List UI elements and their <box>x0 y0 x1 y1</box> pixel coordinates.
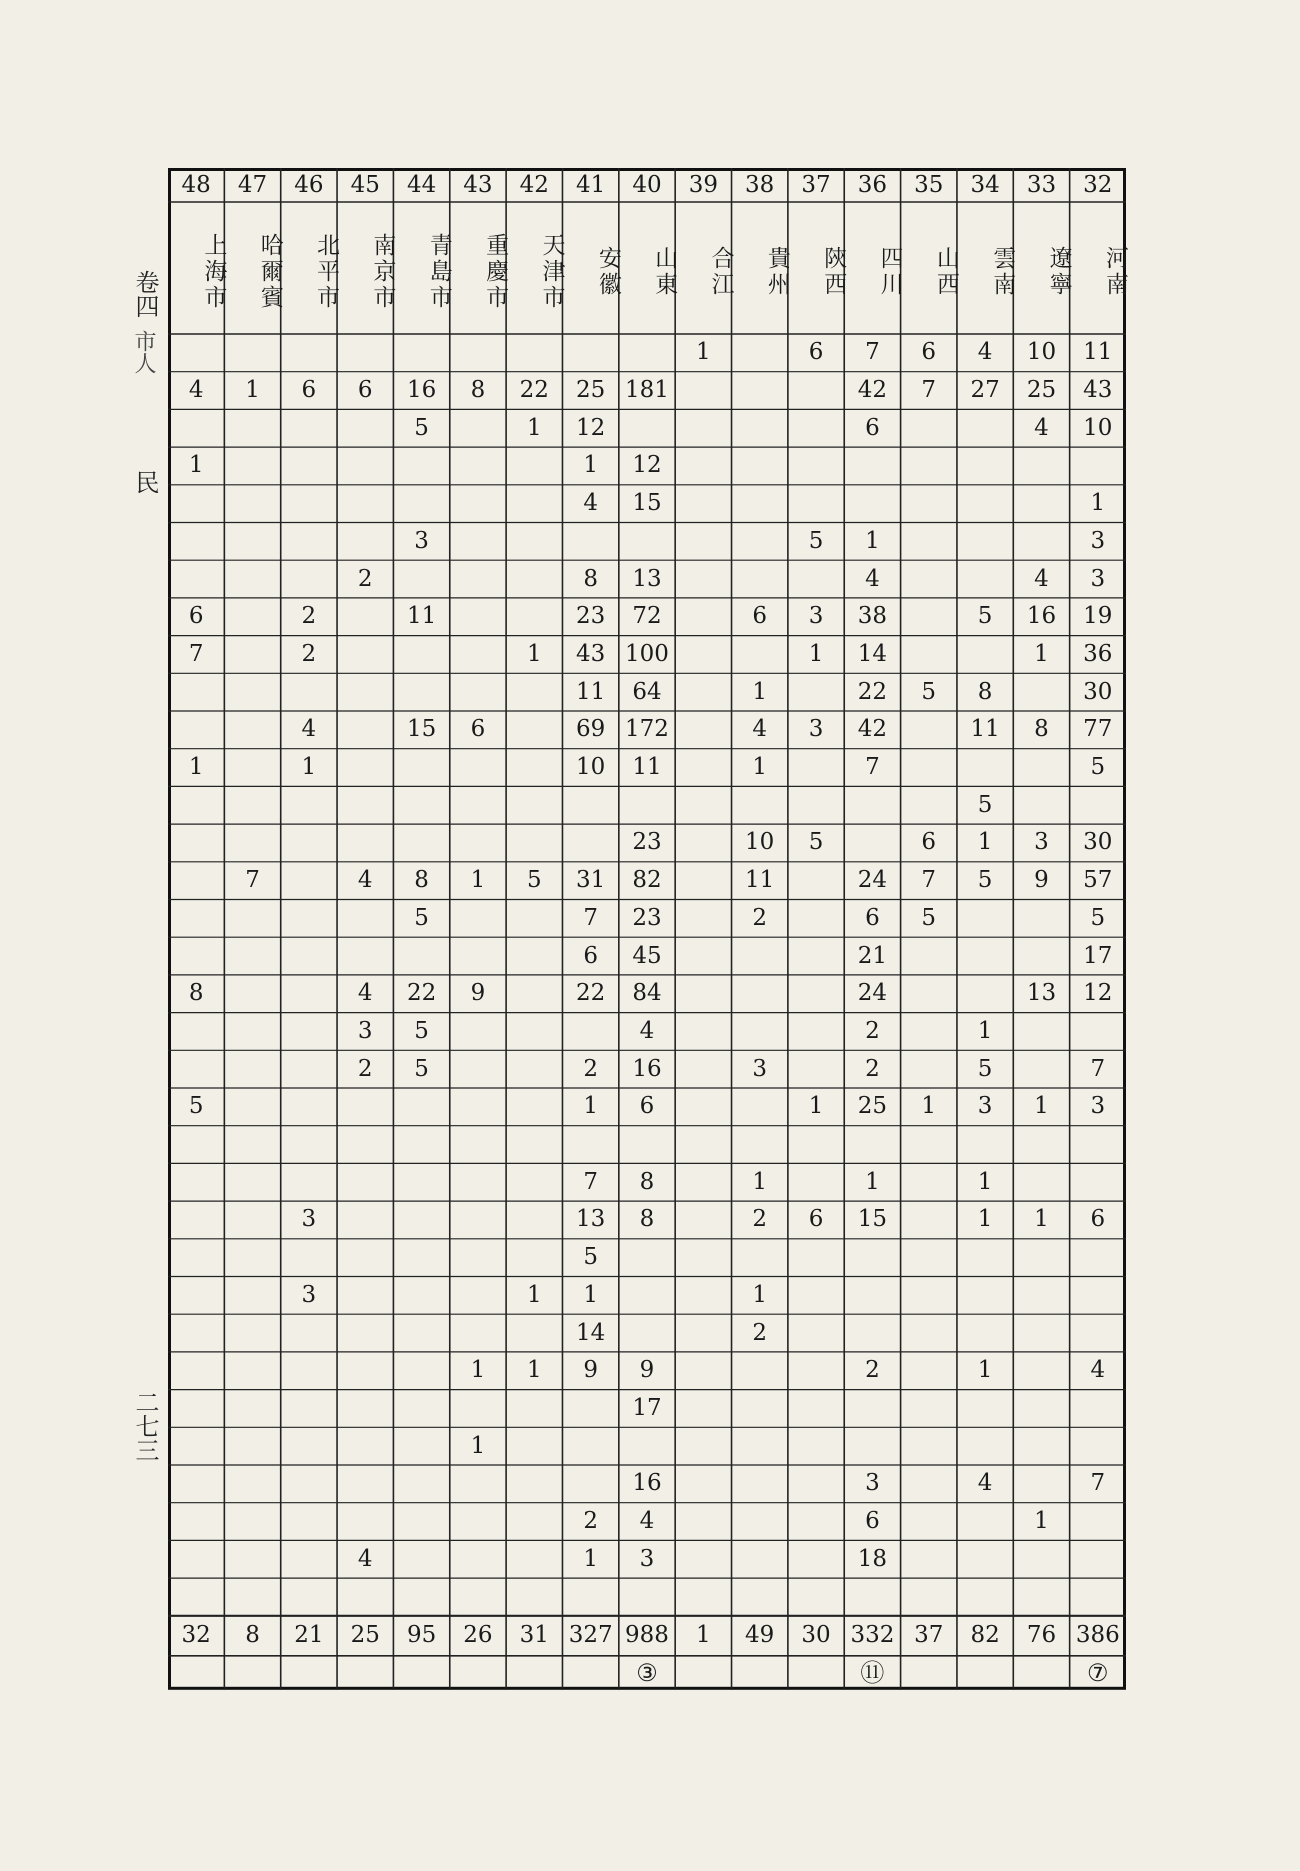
table-cell: 25 <box>857 1093 888 1120</box>
table-cell: 23 <box>576 603 606 630</box>
table-cell: 6 <box>865 1508 880 1535</box>
table-cell: 2 <box>865 1357 880 1384</box>
table-cell: 6 <box>188 603 204 630</box>
table-cell: 12 <box>632 452 662 479</box>
table-cell: 1 <box>1034 1093 1049 1120</box>
table-cell: 1 <box>1034 1508 1049 1535</box>
table-cell: 4 <box>639 1017 655 1044</box>
table-cell: 23 <box>632 829 662 856</box>
table-cell: 22 <box>519 377 549 404</box>
table-cell: 23 <box>632 904 662 931</box>
table-cell: 18 <box>857 1545 888 1572</box>
table-cell: 9 <box>639 1357 655 1384</box>
total-cell: 332 <box>850 1622 895 1649</box>
table-cell: 17 <box>1083 942 1113 969</box>
column-region-name: 南京市 <box>369 233 396 311</box>
table-cell: 1 <box>977 1168 993 1195</box>
table-cell: 4 <box>1034 565 1049 592</box>
table-cells <box>168 168 1126 1716</box>
table-cell: 6 <box>808 1206 824 1233</box>
table-cell: 4 <box>752 716 767 743</box>
table-cell: 6 <box>639 1093 655 1120</box>
table-cell: 5 <box>921 678 937 705</box>
column-number: 32 <box>1083 171 1113 198</box>
table-cell: 3 <box>752 1055 767 1082</box>
table-cell: 2 <box>865 1055 880 1082</box>
table-cell: 15 <box>406 716 437 743</box>
table-cell: 7 <box>188 640 204 667</box>
table-cell: 16 <box>1026 603 1057 630</box>
table-cell: 100 <box>625 640 669 667</box>
column-region-name: 四川 <box>876 246 903 298</box>
table-cell: 6 <box>808 339 824 366</box>
table-cell: 2 <box>752 1206 767 1233</box>
column-number: 38 <box>745 171 775 198</box>
table-cell: 24 <box>857 980 888 1007</box>
table-cell: 12 <box>1083 980 1113 1007</box>
column-number: 42 <box>519 171 549 198</box>
table-cell: 11 <box>970 716 1000 743</box>
column-region-name: 山東 <box>651 246 678 298</box>
column-number: 33 <box>1026 171 1057 198</box>
table-cell: 17 <box>632 1394 662 1421</box>
column-number: 37 <box>801 171 831 198</box>
table-cell: 5 <box>1090 904 1106 931</box>
table-cell: 5 <box>808 829 824 856</box>
table-cell: 6 <box>921 339 937 366</box>
table-cell: 5 <box>808 527 824 554</box>
table-cell: 1 <box>188 452 204 479</box>
table-cell: 5 <box>977 867 993 894</box>
column-region-name: 北平市 <box>313 233 340 311</box>
column-region-name: 哈爾賓 <box>256 233 283 311</box>
table-cell: 11 <box>632 754 662 781</box>
total-cell: 31 <box>519 1622 549 1649</box>
table-cell: 9 <box>470 980 486 1007</box>
table-cell: 1 <box>865 527 880 554</box>
table-cell: 6 <box>921 829 937 856</box>
column-region-name: 重慶市 <box>482 233 509 311</box>
column-number: 40 <box>632 171 662 198</box>
table-cell: 1 <box>583 1281 598 1308</box>
table-cell: 2 <box>357 565 373 592</box>
table-cell: 2 <box>583 1508 598 1535</box>
total-cell: 82 <box>970 1622 1000 1649</box>
table-cell: 82 <box>632 867 662 894</box>
table-cell: 1 <box>470 1357 486 1384</box>
table-cell: 1 <box>1034 1206 1049 1233</box>
table-cell: 6 <box>865 904 880 931</box>
table-cell: 42 <box>857 716 888 743</box>
total-cell: 49 <box>745 1622 775 1649</box>
table-cell: 3 <box>808 603 824 630</box>
column-number: 35 <box>914 171 944 198</box>
table-cell: 1 <box>583 1545 598 1572</box>
table-cell: 4 <box>1090 1357 1106 1384</box>
table-cell: 77 <box>1083 716 1113 743</box>
table-cell: 13 <box>576 1206 606 1233</box>
table-cell: 1 <box>865 1168 880 1195</box>
table-cell: 8 <box>639 1206 655 1233</box>
total-cell: 95 <box>406 1622 437 1649</box>
column-number: 34 <box>970 171 1000 198</box>
table-cell: 1 <box>752 678 767 705</box>
table-cell: 5 <box>414 414 429 441</box>
table-cell: 2 <box>865 1017 880 1044</box>
statistics-table <box>168 168 1126 1716</box>
column-number: 43 <box>463 171 493 198</box>
table-cell: 11 <box>1083 339 1113 366</box>
footnote-marker: ⑪ <box>860 1658 885 1687</box>
table-cell: 1 <box>977 829 993 856</box>
table-cell: 2 <box>357 1055 373 1082</box>
table-cell: 1 <box>921 1093 937 1120</box>
table-cell: 7 <box>245 867 260 894</box>
total-cell: 988 <box>625 1622 669 1649</box>
table-cell: 3 <box>977 1093 993 1120</box>
table-cell: 69 <box>576 716 606 743</box>
column-region-name: 上海市 <box>200 233 227 311</box>
table-cell: 4 <box>977 1470 993 1497</box>
table-cell: 6 <box>470 716 486 743</box>
table-cell: 181 <box>625 377 669 404</box>
total-cell: 1 <box>696 1622 711 1649</box>
table-cell: 3 <box>301 1206 317 1233</box>
total-cell: 37 <box>914 1622 944 1649</box>
table-cell: 16 <box>406 377 437 404</box>
table-cell: 8 <box>470 377 486 404</box>
table-cell: 6 <box>752 603 767 630</box>
table-cell: 1 <box>977 1206 993 1233</box>
column-number: 46 <box>294 171 324 198</box>
table-cell: 5 <box>977 1055 993 1082</box>
table-cell: 43 <box>1083 377 1113 404</box>
table-cell: 13 <box>1026 980 1057 1007</box>
table-cell: 9 <box>1034 867 1049 894</box>
total-cell: 26 <box>463 1622 493 1649</box>
table-cell: 21 <box>857 942 888 969</box>
table-cell: 8 <box>414 867 429 894</box>
table-cell: 4 <box>301 716 317 743</box>
column-region-name: 陝西 <box>820 246 847 298</box>
table-cell: 1 <box>752 1168 767 1195</box>
table-cell: 3 <box>1090 527 1106 554</box>
table-cell: 6 <box>301 377 317 404</box>
table-cell: 3 <box>865 1470 880 1497</box>
table-cell: 1 <box>752 1281 767 1308</box>
table-cell: 30 <box>1083 678 1113 705</box>
table-cell: 1 <box>301 754 317 781</box>
table-cell: 1 <box>526 1281 542 1308</box>
column-region-name: 雲南 <box>989 246 1016 298</box>
table-cell: 4 <box>865 565 880 592</box>
table-cell: 22 <box>406 980 437 1007</box>
table-cell: 84 <box>632 980 662 1007</box>
table-cell: 1 <box>526 414 542 441</box>
table-cell: 19 <box>1083 603 1113 630</box>
column-number: 36 <box>857 171 888 198</box>
table-cell: 4 <box>1034 414 1049 441</box>
table-cell: 42 <box>857 377 888 404</box>
table-cell: 7 <box>865 754 880 781</box>
table-cell: 8 <box>639 1168 655 1195</box>
table-cell: 2 <box>583 1055 598 1082</box>
table-cell: 10 <box>1083 414 1113 441</box>
table-cell: 31 <box>576 867 606 894</box>
table-cell: 25 <box>1026 377 1057 404</box>
table-cell: 4 <box>357 1545 373 1572</box>
table-cell: 14 <box>576 1319 606 1346</box>
table-cell: 4 <box>583 490 598 517</box>
table-cell: 36 <box>1083 640 1113 667</box>
total-cell: 32 <box>181 1622 211 1649</box>
column-number: 41 <box>576 171 606 198</box>
table-cell: 5 <box>188 1093 204 1120</box>
table-cell: 8 <box>583 565 598 592</box>
table-cell: 4 <box>188 377 204 404</box>
table-cell: 16 <box>632 1055 662 1082</box>
table-cell: 2 <box>301 603 317 630</box>
table-cell: 6 <box>865 414 880 441</box>
column-number: 44 <box>406 171 437 198</box>
table-cell: 9 <box>583 1357 598 1384</box>
table-cell: 6 <box>1090 1206 1106 1233</box>
table-cell: 10 <box>745 829 775 856</box>
table-cell: 22 <box>857 678 888 705</box>
column-number: 39 <box>688 171 718 198</box>
total-cell: 386 <box>1075 1622 1120 1649</box>
table-cell: 4 <box>639 1508 655 1535</box>
column-region-name: 山西 <box>932 246 959 298</box>
table-cell: 5 <box>414 1017 429 1044</box>
table-cell: 43 <box>576 640 606 667</box>
section-label: 民 <box>131 470 159 494</box>
table-cell: 25 <box>576 377 606 404</box>
table-cell: 8 <box>1034 716 1049 743</box>
table-cell: 57 <box>1083 867 1113 894</box>
table-cell: 5 <box>1090 754 1106 781</box>
column-region-name: 合江 <box>707 246 734 298</box>
table-cell: 3 <box>1090 1093 1106 1120</box>
table-cell: 1 <box>977 1357 993 1384</box>
table-cell: 10 <box>1026 339 1057 366</box>
column-region-name: 青島市 <box>425 233 452 311</box>
table-cell: 2 <box>752 1319 767 1346</box>
footnote-marker: ③ <box>636 1658 658 1687</box>
total-cell: 25 <box>350 1622 380 1649</box>
table-cell: 3 <box>639 1545 655 1572</box>
table-cell: 38 <box>857 603 888 630</box>
table-cell: 7 <box>583 1168 598 1195</box>
column-number: 48 <box>181 171 211 198</box>
table-cell: 11 <box>576 678 606 705</box>
table-cell: 4 <box>357 867 373 894</box>
table-cell: 3 <box>414 527 429 554</box>
table-cell: 1 <box>808 640 824 667</box>
table-cell: 1 <box>188 754 204 781</box>
volume-note: 市人 <box>131 330 156 374</box>
table-cell: 5 <box>977 603 993 630</box>
table-cell: 3 <box>808 716 824 743</box>
table-cell: 1 <box>752 754 767 781</box>
total-cell: 76 <box>1026 1622 1057 1649</box>
table-cell: 13 <box>632 565 662 592</box>
total-cell: 8 <box>245 1622 260 1649</box>
table-cell: 27 <box>970 377 1000 404</box>
table-cell: 11 <box>745 867 775 894</box>
table-cell: 4 <box>357 980 373 1007</box>
page-number: 二七三 <box>131 1390 159 1462</box>
total-cell: 30 <box>801 1622 831 1649</box>
column-region-name: 貴州 <box>763 246 790 298</box>
table-cell: 16 <box>632 1470 662 1497</box>
table-cell: 1 <box>470 867 486 894</box>
table-cell: 12 <box>576 414 606 441</box>
table-cell: 6 <box>357 377 373 404</box>
table-cell: 11 <box>406 603 437 630</box>
table-cell: 1 <box>1090 490 1106 517</box>
table-cell: 1 <box>808 1093 824 1120</box>
table-cell: 15 <box>632 490 662 517</box>
table-cell: 1 <box>526 640 542 667</box>
column-region-name: 天津市 <box>538 233 565 311</box>
table-cell: 7 <box>921 377 937 404</box>
table-cell: 3 <box>1034 829 1049 856</box>
table-cell: 1 <box>583 452 598 479</box>
total-cell: 327 <box>568 1622 613 1649</box>
table-cell: 1 <box>526 1357 542 1384</box>
footnote-marker: ⑦ <box>1087 1658 1109 1687</box>
column-number: 45 <box>350 171 380 198</box>
table-cell: 10 <box>576 754 606 781</box>
table-cell: 5 <box>526 867 542 894</box>
column-region-name: 河南 <box>1101 246 1128 298</box>
table-cell: 15 <box>857 1206 888 1233</box>
table-cell: 7 <box>583 904 598 931</box>
table-cell: 5 <box>921 904 937 931</box>
table-cell: 7 <box>1090 1470 1106 1497</box>
table-cell: 5 <box>414 904 429 931</box>
table-cell: 30 <box>1083 829 1113 856</box>
table-cell: 1 <box>977 1017 993 1044</box>
column-region-name: 安徽 <box>594 246 621 298</box>
table-cell: 3 <box>357 1017 373 1044</box>
table-cell: 1 <box>245 377 260 404</box>
table-cell: 72 <box>632 603 662 630</box>
table-cell: 1 <box>696 339 711 366</box>
table-cell: 7 <box>1090 1055 1106 1082</box>
table-cell: 14 <box>857 640 888 667</box>
table-cell: 7 <box>865 339 880 366</box>
table-cell: 4 <box>977 339 993 366</box>
table-cell: 45 <box>632 942 662 969</box>
table-cell: 2 <box>752 904 767 931</box>
total-cell: 21 <box>294 1622 324 1649</box>
table-cell: 3 <box>301 1281 317 1308</box>
table-cell: 8 <box>188 980 204 1007</box>
table-cell: 5 <box>583 1244 598 1271</box>
table-cell: 5 <box>414 1055 429 1082</box>
table-cell: 5 <box>977 791 993 818</box>
table-cell: 6 <box>583 942 598 969</box>
table-cell: 22 <box>576 980 606 1007</box>
table-cell: 2 <box>301 640 317 667</box>
table-cell: 1 <box>470 1432 486 1459</box>
table-cell: 1 <box>1034 640 1049 667</box>
volume-title: 卷四 <box>131 270 159 318</box>
table-cell: 7 <box>921 867 937 894</box>
column-number: 47 <box>237 171 268 198</box>
table-cell: 8 <box>977 678 993 705</box>
column-region-name: 遼寧 <box>1045 246 1072 298</box>
table-cell: 172 <box>625 716 669 743</box>
table-cell: 3 <box>1090 565 1106 592</box>
table-cell: 24 <box>857 867 888 894</box>
table-cell: 64 <box>632 678 662 705</box>
table-cell: 1 <box>583 1093 598 1120</box>
